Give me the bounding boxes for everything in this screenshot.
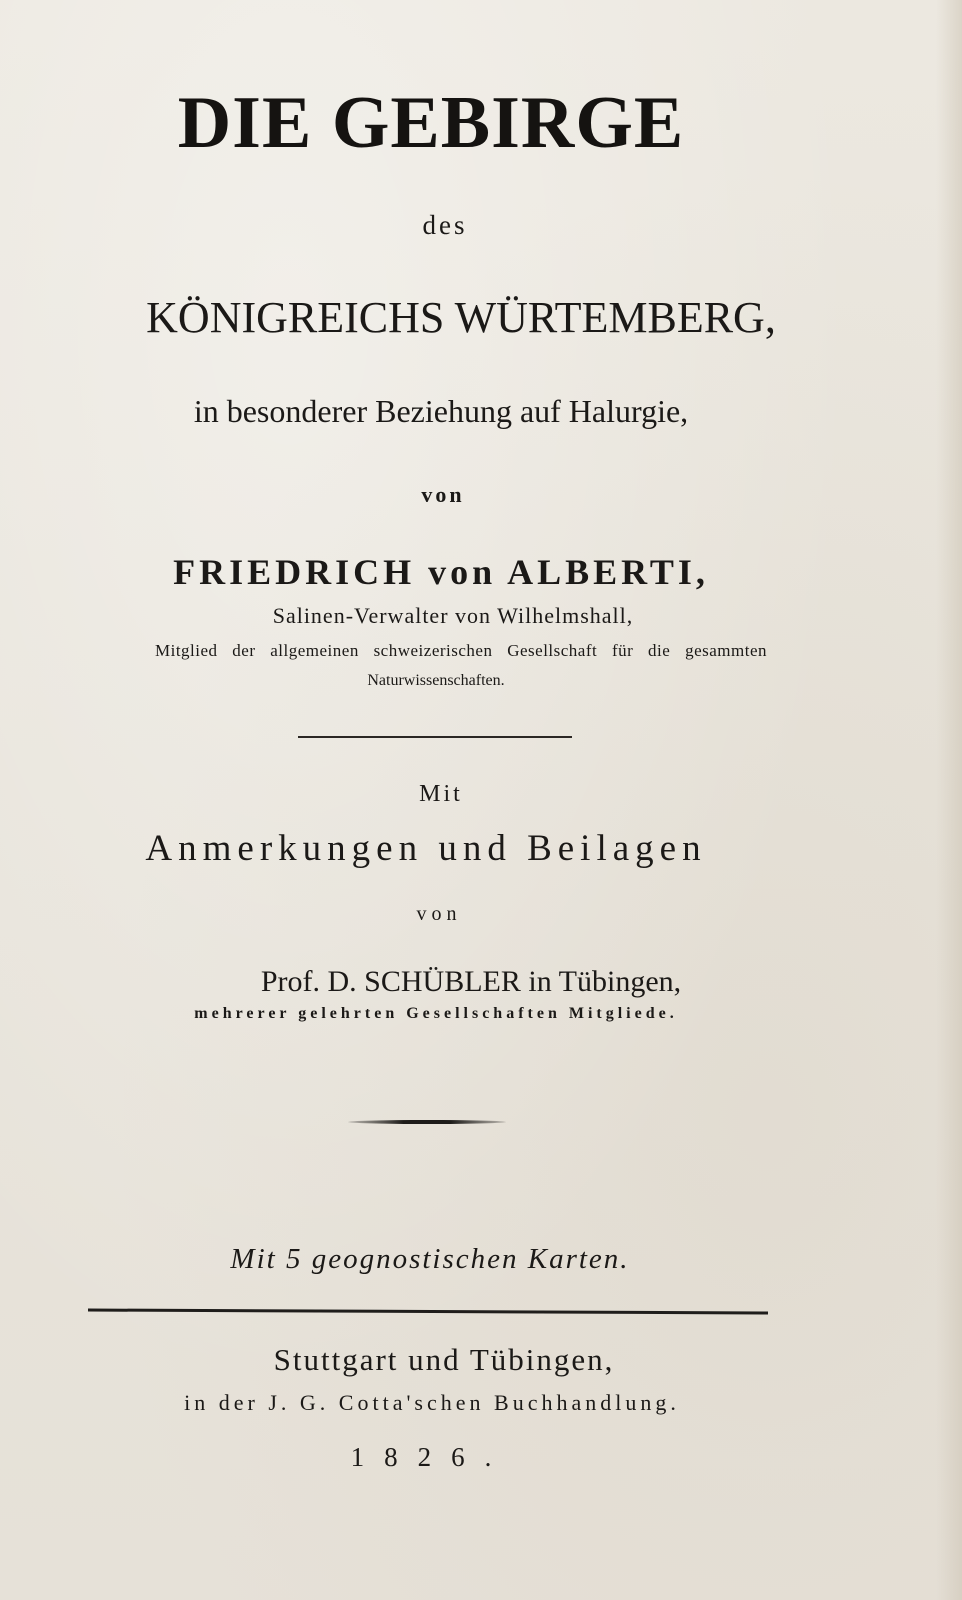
author-role: Salinen-Verwalter von Wilhelmshall, [272,603,634,628]
by-label-contributor: von [416,903,462,925]
ornament-rule [348,1120,506,1124]
imprint-rule [88,1309,768,1315]
page-edge-shadow [936,0,962,1600]
with-label: Mit [419,781,463,807]
imprint-city: Stuttgart und Tübingen, [273,1342,615,1377]
additions-line: Anmerkungen und Beilagen [145,828,707,869]
title-relation: in besonderer Beziehung auf Halurgie, [193,393,689,429]
divider-rule [298,736,572,738]
contributor-name: Prof. D. SCHÜBLER in Tübingen, [260,965,682,998]
book-title: DIE GEBIRGE [177,82,685,164]
maps-note: Mit 5 geognostischen Karten. [230,1243,630,1275]
author-membership-continued: Naturwissenschaften. [367,672,505,689]
contributor-membership: mehrerer gelehrten Gesellschaften Mitgliede. [194,1005,678,1022]
by-label-author: von [421,482,465,507]
imprint-publisher: in der J. G. Cotta'schen Buchhandlung. [184,1390,680,1415]
title-connector: des [422,210,468,240]
author-membership: Mitglied der allgemeinen schweizerischen Gesellschaft für die gesammten [154,641,767,660]
author-name: FRIEDRICH von ALBERTI, [173,552,709,592]
title-subject: KÖNIGREICHS WÜRTEMBERG, [146,293,776,342]
imprint-year: 1826. [350,1442,512,1472]
